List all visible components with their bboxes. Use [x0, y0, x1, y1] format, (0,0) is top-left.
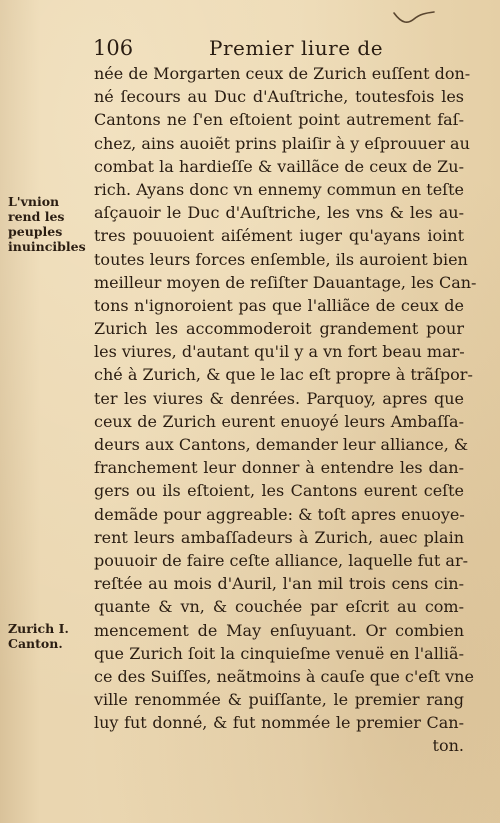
- text-line: né ſecours au Duc d'Auſtriche, toutesfois les: [94, 87, 464, 107]
- marginal-note-line: inuincibles: [8, 239, 86, 254]
- text-line: que Zurich ſoit la cinquieſme venuë en l'alliã-: [94, 643, 464, 663]
- marginal-note-union: [8, 194, 86, 254]
- text-line: demãde pour aggreable: & toſt apres enuoye-: [94, 504, 465, 524]
- text-line: ter les viures & denrées. Parquoy, apres que: [94, 388, 464, 408]
- text-line: gers ou ils eſtoient, les Cantons eurent ceſte: [94, 481, 464, 501]
- text-line: chez, ains auoiẽt prins plaiſir à y eſprouuer au: [94, 133, 470, 153]
- text-line: toutes leurs forces enſemble, ils auroient bien: [94, 249, 468, 269]
- text-line-final: ton.: [432, 736, 464, 756]
- text-line: les viures, d'autant qu'il y a vn fort beau mar-: [94, 342, 465, 362]
- marginal-note-line: L'vnion: [8, 194, 60, 209]
- text-line: ville renommée & puiſſante, le premier rang: [94, 690, 464, 710]
- text-line: ce des Suiſſes, neãtmoins à cauſe que c'eſt vne: [94, 666, 474, 686]
- text-line: aſçauoir le Duc d'Auſtriche, les vns & les au-: [94, 203, 464, 223]
- text-line: Cantons ne ſ'en eſtoient point autrement faſ-: [94, 110, 464, 130]
- text-line: ceux de Zurich eurent enuoyé leurs Ambaſſa-: [94, 411, 464, 431]
- marginal-note-line: Canton.: [8, 636, 63, 651]
- body-text: [94, 62, 477, 758]
- text-line: deurs aux Cantons, demander leur alliance, &: [94, 435, 469, 454]
- text-line: Zurich les accommoderoit grandement pour: [94, 319, 464, 339]
- text-line: mencement de May enſuyuant. Or combien: [94, 620, 464, 640]
- marginal-note-line: rend les: [8, 209, 65, 224]
- marginal-note-line: peuples: [8, 224, 63, 239]
- text-line: meilleur moyen de reſiſter Dauantage, les Can-: [94, 272, 477, 292]
- page-header: [93, 36, 473, 60]
- text-line: luy fut donné, & fut nommée le premier Can-: [94, 713, 464, 733]
- text-line: tons n'ignoroient pas que l'alliãce de ceux de: [94, 295, 464, 315]
- text-line: reſtée au mois d'Auril, l'an mil trois cens cin-: [94, 574, 464, 594]
- text-line: tres pouuoient aiſément iuger qu'ayans ioint: [94, 226, 464, 246]
- running-head: Premier liure de: [209, 36, 384, 60]
- marginal-note-zurich: [8, 621, 69, 651]
- text-line: rich. Ayans donc vn ennemy commun en teſte: [94, 179, 464, 199]
- page-number: 106: [93, 36, 134, 60]
- text-line: franchement leur donner à entendre les dan-: [94, 458, 464, 478]
- text-line: pouuoir de faire ceſte alliance, laquelle fut ar-: [94, 550, 469, 570]
- marginal-note-line: Zurich I.: [8, 621, 69, 636]
- text-line: née de Morgarten ceux de Zurich euſſent don-: [94, 64, 471, 83]
- ink-stain-mark: [392, 10, 436, 26]
- text-line: ché à Zurich, & que le lac eſt propre à trãſpor-: [94, 365, 473, 385]
- text-line: quante & vn, & couchée par eſcrit au com-: [94, 597, 464, 617]
- text-line: rent leurs ambaſſadeurs à Zurich, auec plain: [94, 527, 464, 547]
- text-line: combat la hardieſſe & vaillãce de ceux de Zu-: [94, 156, 464, 176]
